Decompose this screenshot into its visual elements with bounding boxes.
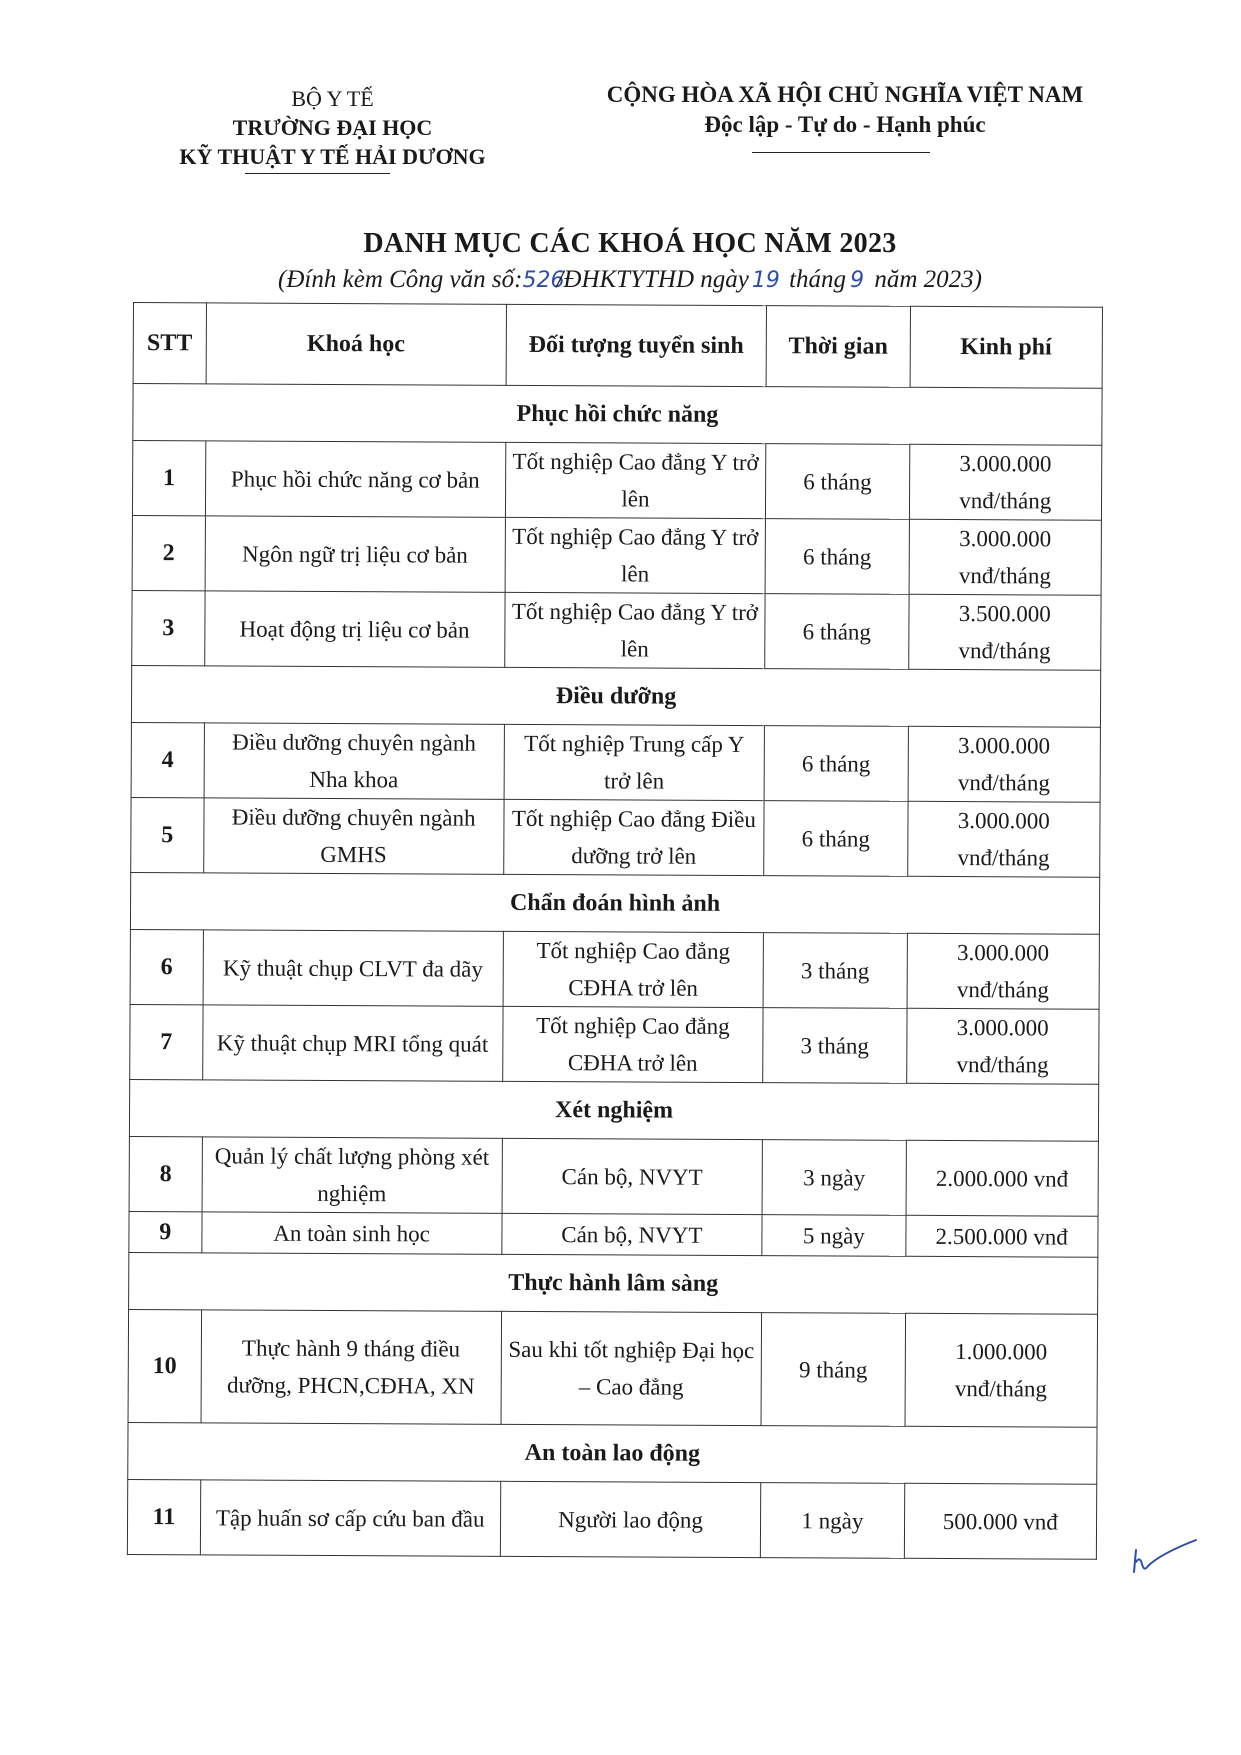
cell-duration: 6 tháng [764, 726, 908, 802]
section-row [131, 665, 1100, 727]
table-row [132, 515, 1101, 595]
table-row [132, 441, 1101, 521]
table-row [131, 722, 1100, 802]
cell-target: Tốt nghiệp Cao đẳng Điều dưỡng trở lên [503, 799, 764, 875]
cell-target: Tốt nghiệp Cao đẳng CĐHA trở lên [502, 1006, 763, 1082]
table-row [130, 929, 1099, 1009]
cell-stt: 7 [130, 1004, 203, 1079]
cell-duration: 3 ngày [762, 1140, 906, 1216]
cell-fee: 3.000.000 vnđ/tháng [907, 801, 1100, 877]
initials-signature [1130, 1538, 1200, 1578]
handwritten-month: 9 [850, 268, 865, 293]
cell-target: Sau khi tốt nghiệp Đại học – Cao đẳng [501, 1311, 762, 1425]
header-fee: Kinh phí [910, 306, 1103, 388]
cell-target: Người lao động [500, 1481, 761, 1557]
cell-duration: 5 ngày [762, 1215, 905, 1257]
handwritten-day: 19 [751, 268, 780, 293]
section-row [133, 384, 1102, 446]
header-course: Khoá học [206, 303, 506, 385]
section-title: Phục hồi chức năng [133, 384, 1102, 446]
cell-course: Kỹ thuật chụp MRI tổng quát [202, 1005, 502, 1081]
cell-fee: 2.000.000 vnđ [906, 1140, 1099, 1216]
cell-course: Hoạt động trị liệu cơ bản [204, 591, 504, 667]
ministry-name: BỘ Y TẾ [291, 86, 374, 111]
cell-target: Tốt nghiệp Cao đẳng Y trở lên [505, 442, 766, 518]
university-line2: KỸ THUẬT Y TẾ HẢI DƯƠNG [179, 144, 486, 169]
section-title: Chẩn đoán hình ảnh [130, 872, 1099, 934]
cell-target: Cán bộ, NVYT [502, 1138, 763, 1214]
national-name: CỘNG HÒA XÃ HỘI CHỦ NGHĨA VIỆT NAM [606, 82, 1084, 107]
cell-course: Tập huấn sơ cấp cứu ban đầu [200, 1480, 500, 1556]
table-row [132, 590, 1101, 670]
section-title: Xét nghiệm [129, 1079, 1098, 1141]
cell-stt: 6 [130, 929, 203, 1004]
course-table [127, 302, 1103, 1560]
cell-course: Kỹ thuật chụp CLVT đa dãy [203, 930, 503, 1006]
document-title: DANH MỤC CÁC KHOÁ HỌC NĂM 2023 [363, 228, 897, 259]
section-row [130, 872, 1099, 934]
cell-stt: 11 [127, 1479, 200, 1554]
table-row [127, 1479, 1096, 1559]
motto-underline [752, 152, 930, 153]
university-line1: TRƯỜNG ĐẠI HỌC [232, 115, 433, 140]
cell-course: Điều dưỡng chuyên ngành GMHS [203, 798, 503, 874]
cell-target: Tốt nghiệp Cao đẳng CĐHA trở lên [503, 931, 764, 1007]
cell-course: Phục hồi chức năng cơ bản [205, 441, 505, 517]
cell-duration: 9 tháng [761, 1313, 905, 1427]
cell-stt: 5 [131, 797, 204, 872]
section-title: Điều dưỡng [131, 665, 1100, 727]
cell-fee: 1.000.000 vnđ/tháng [905, 1313, 1098, 1427]
cell-fee: 2.500.000 vnđ [905, 1215, 1098, 1257]
section-row [129, 1079, 1098, 1141]
section-title: An toàn lao động [128, 1422, 1097, 1484]
cell-stt: 2 [132, 515, 205, 590]
cell-stt: 1 [132, 441, 205, 516]
cell-target: Tốt nghiệp Trung cấp Y trở lên [504, 724, 765, 800]
cell-duration: 6 tháng [765, 519, 909, 595]
cell-fee: 3.000.000 vnđ/tháng [909, 444, 1102, 520]
subtitle-tail: năm 2023) [868, 266, 982, 293]
issuer-underline [245, 173, 390, 174]
cell-target: Cán bộ, NVYT [501, 1213, 762, 1255]
section-title: Thực hành lâm sàng [129, 1252, 1098, 1314]
cell-course: Điều dưỡng chuyên ngành Nha khoa [204, 723, 504, 799]
table-row [129, 1211, 1098, 1257]
document-subtitle [160, 266, 1100, 294]
subtitle-open: (Đính kèm Công văn số: [278, 266, 523, 293]
table-header-row [133, 303, 1102, 389]
cell-target: Tốt nghiệp Cao đẳng Y trở lên [504, 592, 765, 668]
cell-stt: 9 [129, 1211, 202, 1252]
national-header [580, 80, 1110, 140]
cell-course: Thực hành 9 tháng điều dưỡng, PHCN,CĐHA, XN [201, 1310, 501, 1424]
cell-duration: 6 tháng [766, 444, 910, 520]
header-target: Đối tượng tuyển sinh [506, 304, 767, 386]
table-row [128, 1309, 1098, 1427]
cell-fee: 3.000.000 vnđ/tháng [906, 1008, 1099, 1084]
cell-fee: 3.000.000 vnđ/tháng [908, 726, 1101, 802]
handwritten-doc-number: 526 [522, 268, 565, 293]
cell-fee: 500.000 vnđ [904, 1483, 1097, 1559]
cell-duration: 3 tháng [763, 1008, 907, 1084]
cell-stt: 8 [129, 1136, 202, 1211]
header-duration: Thời gian [766, 306, 910, 388]
issuer-header [150, 84, 515, 171]
cell-target: Tốt nghiệp Cao đẳng Y trở lên [505, 517, 766, 593]
table-row [129, 1136, 1098, 1216]
cell-course: Quản lý chất lượng phòng xét nghiệm [202, 1137, 502, 1213]
cell-fee: 3.500.000 vnđ/tháng [908, 594, 1101, 670]
cell-duration: 1 ngày [761, 1483, 905, 1559]
cell-fee: 3.000.000 vnđ/tháng [907, 933, 1100, 1009]
table-row [131, 797, 1100, 877]
table-row [130, 1004, 1099, 1084]
national-motto: Độc lập - Tự do - Hạnh phúc [704, 112, 986, 137]
subtitle-month-label: tháng [782, 266, 847, 293]
cell-duration: 6 tháng [765, 594, 909, 670]
cell-duration: 3 tháng [763, 933, 907, 1009]
cell-fee: 3.000.000 vnđ/tháng [909, 519, 1102, 595]
cell-stt: 10 [128, 1309, 201, 1422]
cell-stt: 3 [132, 590, 205, 665]
cell-course: An toàn sinh học [202, 1212, 502, 1254]
cell-course: Ngôn ngữ trị liệu cơ bản [205, 516, 505, 592]
cell-duration: 6 tháng [764, 801, 908, 877]
cell-stt: 4 [131, 722, 204, 797]
header-stt: STT [133, 303, 206, 384]
section-row [129, 1252, 1098, 1314]
section-row [128, 1422, 1097, 1484]
subtitle-mid: /ĐHKTYTHD ngày [556, 266, 749, 293]
